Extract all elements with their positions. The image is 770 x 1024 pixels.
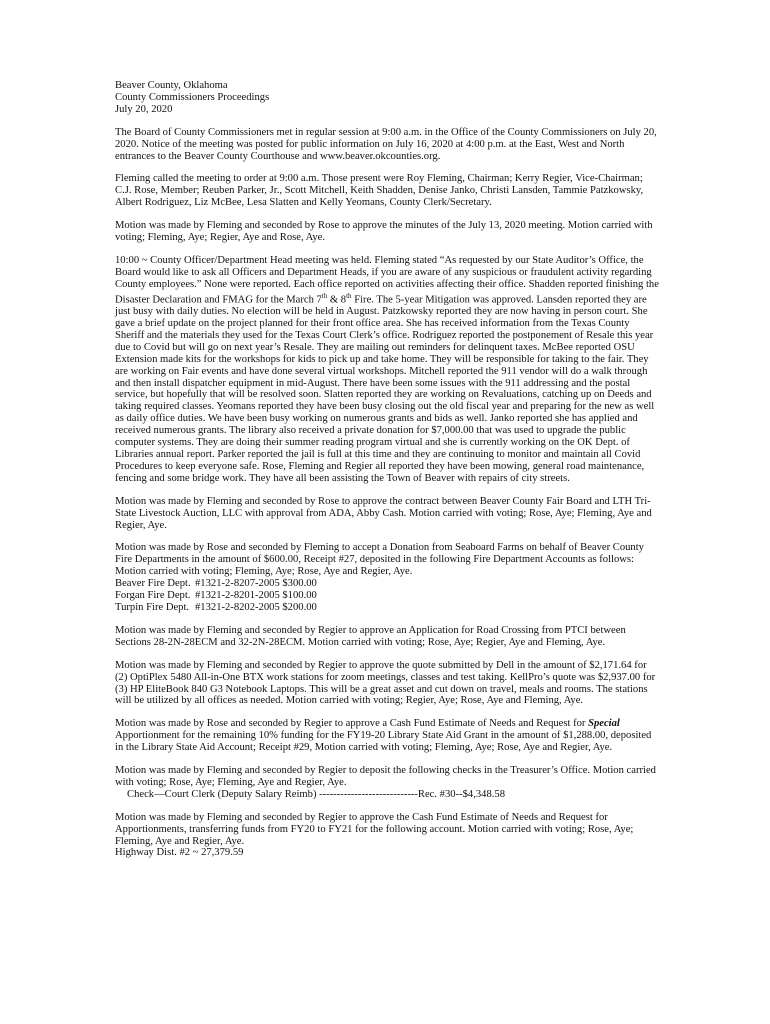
checks-text: Motion was made by Fleming and seconded by Regier to deposit the following checks in the Treasurer’s Office. Motion carried with voting; Rose, Aye; Fleming, Aye and Regier, Aye. (115, 765, 656, 788)
donation-row (115, 590, 660, 602)
dept-meeting-text-3: Fire. The 5-year Mitigation was approved. Lansden reported they are just busy with daily duties. No election will be held in August. Patzkowsky reported they are now having in person court. She gave a brief update on the project planned for their front office area. She has received information from the Texas County Sheriff and the materials they used for the Texas Court Clerk’s office. Rodriguez reported the postponement of Resale this year due to Covid but will go on next year’s Resale. They are mailing out reminders for delinquent taxes. McBee reported OSU Extension made kits for the workshops for kids to pick up and take home. They will be responsible for taking to the fair. They are working on Fair events and have done several virtual workshops. Mitchell reported the 911 vendor will do a walk through and then install dispatcher equipment in mid-August. There have been some issues with the 911 addressing and the postal service, but hopefully that will be resolved soon. Slatten reported they are working on Revaluations, catching up on Deeds and taking required classes. Yeomans reported they have been busy closing out the old fiscal year and preparing for the new as well as daily office duties. We have been busy working on numerous grants and bids as well. Janko reported she has applied and received numerous grants. The library also received a private donation for $7,000.00 that was used to upgrade the public computer systems. They are doing their summer reading program virtual and she is currently working on the OK Dept. of Libraries annual report. Parker reported the jail is full at this time and they are continuing to monitor and maintain all Covid Procedures to keep everyone safe. Rose, Fleming and Regier all reported they have been mowing, general road maintenance, fencing and some bridge work. They have all been assisting the Town of Beaver with repairs of city streets. (115, 294, 655, 484)
paragraph-fair-contract: Motion was made by Fleming and seconded by Rose to approve the contract between Beaver County Fair Board and LTH Tri-State Livestock Auction, LLC with approval from ADA, Abby Cash. Motion carried with voting; Rose, Aye; Fleming, Aye and Regier, Aye. (115, 495, 652, 531)
paragraph-minutes-motion: Motion was made by Fleming and seconded by Rose to approve the minutes of the July 13, 2020 meeting. Motion carried with voting; Fleming, Aye; Regier, Aye and Rose, Aye. (115, 220, 653, 244)
paragraph-fund-transfer (115, 812, 660, 860)
paragraph-attendance: Fleming called the meeting to order at 9:00 a.m. Those present were Roy Fleming, Chairman; Kerry Regier, Vice-Chairman; C.J. Rose, Member; Reuben Parker, Jr., Scott Mitchell, Keith Shadden, Denise Janko, Christi Lansden, Tammie Patzkowsky, Albert Rodriguez, Liz McBee, Lesa Slatten and Kelly Yeomans, County Clerk/Secretary. (115, 173, 644, 209)
donation-row (115, 578, 660, 590)
header-county: Beaver County, Oklahoma (115, 80, 228, 91)
dept-meeting-text-2: & 8 (327, 294, 347, 306)
paragraph-checks-deposit (115, 765, 660, 801)
donation-detail: #1321-2-8207-2005 $300.00 (195, 578, 317, 590)
document-body (115, 80, 660, 870)
paragraph-session: The Board of County Commissioners met in regular session at 9:00 a.m. in the Office of the County Commissioners on July 20, 2020. Notice of the meeting was posted for public information on July 16, 2020 at 4:00 p.m. at the East, West and North entrances to the Beaver County Courthouse and www.beaver.okcounties.org. (115, 126, 657, 162)
donation-detail: #1321-2-8202-2005 $200.00 (195, 601, 317, 613)
transfer-text: Motion was made by Fleming and seconded by Regier to approve the Cash Fund Estimate of Needs and Request for Apportionments, transferring funds from FY20 to FY21 for the following account. Motion carried with voting; Rose, Aye; Fleming, Aye and Regier, Aye. (115, 811, 634, 847)
superscript-th-2: th (346, 291, 352, 300)
paragraph-dell-quote: Motion was made by Fleming and seconded by Regier to approve the quote submitted by Dell in the amount of $2,171.64 for (2) OptiPlex 5480 All-in-One BTX work stations for zoom meetings, classes and test taking. KellPro’s quote was $2,937.00 for (3) HP EliteBook 840 G3 Notebook Laptops. This will be a great asset and cut down on travel, meals and rooms. The stations will be utilized by all offices as needed. Motion carried with voting; Regier, Aye; Rose, Aye and Fleming, Aye. (115, 659, 656, 707)
paragraph-donation (115, 542, 660, 578)
check-line: Check—Court Clerk (Deputy Salary Reimb) ----------------------------Rec. #30--$4,348.58 (127, 788, 505, 800)
header-proceedings: County Commissioners Proceedings (115, 91, 270, 103)
emphasis-special: Special (588, 718, 620, 730)
donation-dept: Turpin Fire Dept. (115, 601, 190, 613)
document-header (115, 80, 660, 116)
donation-list (115, 578, 660, 614)
paragraph-department-meeting (115, 255, 660, 485)
library-text-2: Apportionment for the remaining 10% funding for the FY19-20 Library State Aid Grant in the amount of $1,288.00, deposited in the Library State Aid Account; Receipt #29, Motion carried with voting; Fleming, Aye; Rose, Aye and Regier, Aye. (115, 730, 652, 754)
highway-line: Highway Dist. #2 ~ 27,379.59 (115, 847, 244, 859)
donation-detail: #1321-2-8201-2005 $100.00 (195, 590, 317, 602)
dept-meeting-text-1: 10:00 ~ County Officer/Department Head meeting was held. Fleming stated “As requested by our State Auditor’s Office, the Board would like to ask all Officers and Department Heads, if you are aware of any suspicious or fraudulent activity regarding County employees.” None were reported. Each office reported on activities affecting their office. Shadden reported finishing the Disaster Declaration and FMAG for the March 7 (115, 254, 659, 306)
superscript-th-1: th (321, 291, 328, 300)
library-text-1: Motion was made by Rose and seconded by Regier to approve a Cash Fund Estimate of Needs and Request for (115, 718, 589, 730)
donation-row (115, 602, 660, 614)
paragraph-library-apportionment (115, 718, 660, 754)
header-date: July 20, 2020 (115, 103, 173, 115)
paragraph-road-crossing: Motion was made by Fleming and seconded by Regier to approve an Application for Road Crossing from PTCI between Sections 28-2N-28ECM and 32-2N-28ECM. Motion carried with voting; Rose, Aye; Regier, Aye and Fleming, Aye. (115, 624, 626, 648)
donation-dept: Forgan Fire Dept. (115, 590, 191, 602)
donation-dept: Beaver Fire Dept. (115, 578, 191, 590)
donation-text: Motion was made by Rose and seconded by Fleming to accept a Donation from Seaboard Farms on behalf of Beaver County Fire Departments in the amount of $600.00, Receipt #27, deposited in the following Fire Department Accounts as follows: Motion carried with voting; Fleming, Aye; Rose, Aye and Regier, Aye. (115, 542, 644, 578)
